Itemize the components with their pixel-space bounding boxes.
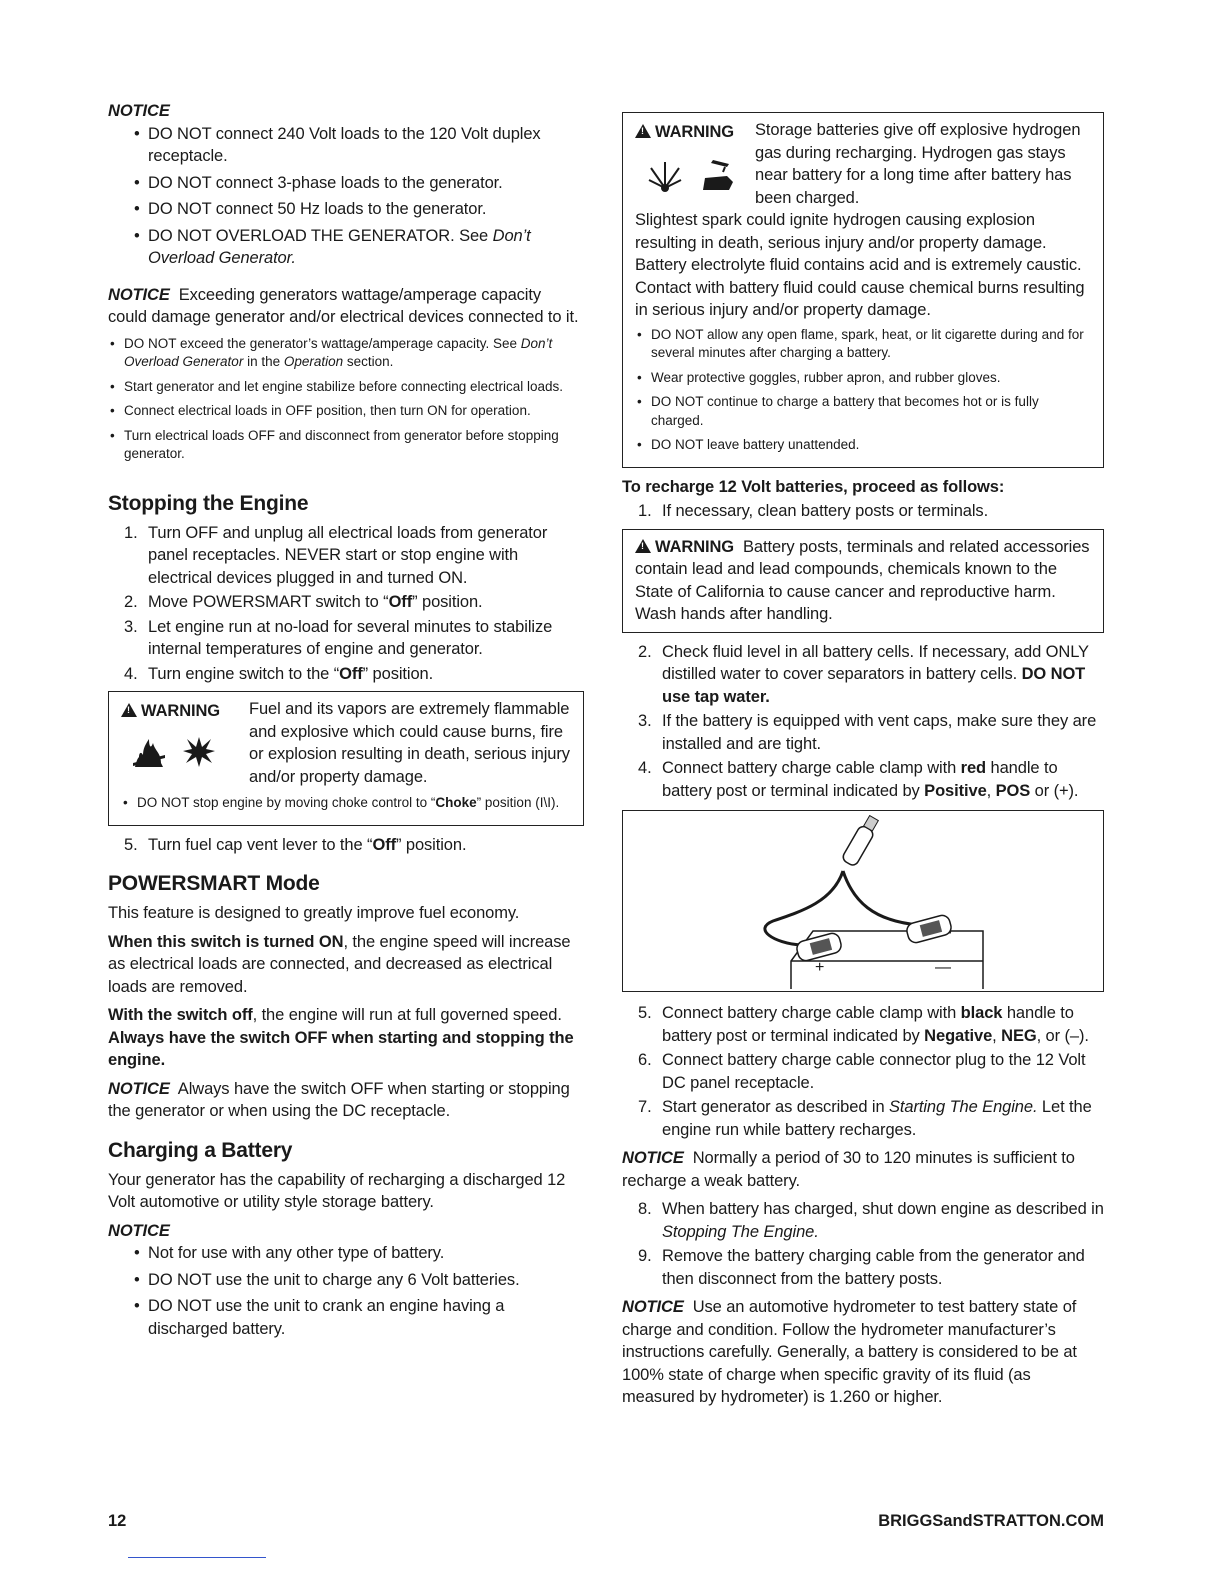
explosion-icon <box>181 733 217 769</box>
notice-paragraph: NOTICE Exceeding generators wattage/amperage capacity could damage generator and/or electrical devices connected to it. <box>108 285 579 326</box>
steps-list <box>622 641 1104 803</box>
warning-text: Fuel and its vapors are extremely flammable and explosive which could cause burns, fire or explosion resulting in death, serious injury and/or property damage. <box>249 700 570 786</box>
list-item: 2. Check fluid level in all battery cells. If necessary, add ONLY distilled water to cover separators in battery cells. DO NOT use tap water. <box>638 642 1089 706</box>
notice-list <box>108 335 584 464</box>
warning-label: WARNING <box>141 702 221 720</box>
steps-list <box>622 1198 1104 1290</box>
list-item: • Not for use with any other type of battery. <box>108 1242 584 1265</box>
warning-box <box>622 529 1104 633</box>
steps-list <box>622 1002 1104 1141</box>
list-item: 3. If the battery is equipped with vent caps, make sure they are installed and are tight. <box>638 712 1097 753</box>
warning-triangle-icon <box>635 124 651 138</box>
notice-label: NOTICE <box>108 102 170 120</box>
paragraph: This feature is designed to greatly improve fuel economy. <box>108 904 520 922</box>
steps-list <box>622 500 1104 523</box>
positive-terminal-label: + <box>815 959 825 976</box>
list-item: • DO NOT OVERLOAD THE GENERATOR. See Don’t Overload Generator. <box>108 225 584 270</box>
battery-charge-cable-diagram <box>622 810 1104 992</box>
negative-terminal-label: — <box>935 959 951 976</box>
list-item: • Wear protective goggles, rubber apron, and rubber gloves. <box>635 369 1093 388</box>
paragraph: Your generator has the capability of recharging a discharged 12 Volt automotive or utility style storage battery. <box>108 1170 566 1211</box>
warning-list <box>121 794 573 813</box>
list-item: • DO NOT use the unit to crank an engine having a discharged battery. <box>108 1295 584 1340</box>
warning-text: Storage batteries give off explosive hydrogen gas during recharging. Hydrogen gas stays near battery for a long time after battery has been charged. <box>755 121 1081 207</box>
list-item: 7. Start generator as described in Starting The Engine. Let the engine run while battery recharges. <box>638 1098 1092 1139</box>
warning-box <box>622 112 1104 468</box>
warning-label: WARNING <box>655 537 735 556</box>
list-item: 1. If necessary, clean battery posts or terminals. <box>638 502 989 520</box>
warning-text: Battery electrolyte fluid contains acid and is extremely caustic. Contact with battery fluid could cause chemical burns resulting in serious injury and/or property damage. <box>635 256 1085 319</box>
chemical-burn-icon <box>699 158 735 192</box>
spark-explosion-icon <box>647 158 683 192</box>
page-number: 12 <box>108 1512 127 1530</box>
notice-paragraph: NOTICE Always have the switch OFF when starting or stopping the generator or when using the DC receptacle. <box>108 1079 570 1120</box>
warning-box <box>108 691 584 826</box>
warning-triangle-icon <box>121 703 137 717</box>
notice-paragraph: NOTICE Normally a period of 30 to 120 minutes is sufficient to recharge a weak battery. <box>622 1149 1075 1190</box>
list-item: • Turn electrical loads OFF and disconnect from generator before stopping generator. <box>108 427 584 464</box>
list-item: • DO NOT connect 240 Volt loads to the 120 Volt duplex receptacle. <box>108 123 584 168</box>
list-item: 4. Connect battery charge cable clamp with red handle to battery post or terminal indicated by Positive, POS or (+). <box>638 759 1079 800</box>
sub-heading: To recharge 12 Volt batteries, proceed as follows: <box>622 477 1005 496</box>
list-item: 8. When battery has charged, shut down engine as described in Stopping The Engine. <box>638 1200 1104 1241</box>
steps-list <box>108 522 584 686</box>
cross-reference: Don’t Overload Generator. <box>148 226 531 267</box>
warning-label: WARNING <box>655 123 735 141</box>
list-item: • DO NOT leave battery unattended. <box>635 436 1093 455</box>
battery-cable-illustration <box>623 811 1101 989</box>
paragraph: With the switch off, the engine will run at full governed speed. Always have the switch OFF when starting and stopping the engine. <box>108 1006 574 1069</box>
notice-list <box>108 123 584 270</box>
left-column <box>108 100 584 1348</box>
warning-icons <box>121 698 237 788</box>
section-heading: Charging a Battery <box>108 1138 293 1162</box>
list-item: • DO NOT use the unit to charge any 6 Volt batteries. <box>108 1269 584 1292</box>
notice-paragraph: NOTICE Use an automotive hydrometer to test battery state of charge and condition. Follow the hydrometer manufacturer’s instructions carefully. Generally, a battery is considered to be at 100% state of charge when specific gravity of its fluid (as measured by hydrometer) is 1.260 or higher. <box>622 1298 1077 1406</box>
list-item: • DO NOT connect 50 Hz loads to the generator. <box>108 198 584 221</box>
list-item: 4. Turn engine switch to the “Off” position. <box>124 664 434 683</box>
fire-icon <box>131 733 167 769</box>
warning-list <box>635 326 1093 455</box>
list-item: • Start generator and let engine stabilize before connecting electrical loads. <box>108 378 584 397</box>
warning-text: Battery posts, terminals and related accessories contain lead and lead compounds, chemicals known to the State of California to cause cancer and reproductive harm. Wash hands after handling. <box>635 537 1090 623</box>
section-heading: POWERSMART Mode <box>108 872 320 895</box>
choke-symbol-icon: I\I <box>539 795 551 810</box>
list-item: • DO NOT exceed the generator’s wattage/amperage capacity. See Don’t Overload Generator in the Operation section. <box>108 335 584 372</box>
website-link[interactable]: BRIGGSandSTRATTON.COM <box>878 1512 1104 1530</box>
right-column <box>622 112 1104 1415</box>
list-item: 6. Connect battery charge cable connector plug to the 12 Volt DC panel receptacle. <box>638 1051 1086 1092</box>
list-item: 1. Turn OFF and unplug all electrical loads from generator panel receptacles. NEVER start or stop engine with electrical devices plugged in and turned ON. <box>124 523 548 587</box>
warning-text: Slightest spark could ignite hydrogen causing explosion resulting in death, serious injury and/or property damage. <box>635 211 1047 252</box>
list-item: 9. Remove the battery charging cable from the generator and then disconnect from the battery posts. <box>638 1247 1085 1288</box>
list-item: • Connect electrical loads in OFF position, then turn ON for operation. <box>108 402 584 421</box>
steps-list <box>108 834 584 857</box>
list-item: • DO NOT stop engine by moving choke control to “Choke” position (I\I). <box>121 794 573 813</box>
list-item: • DO NOT continue to charge a battery that becomes hot or is fully charged. <box>635 393 1093 430</box>
warning-triangle-icon <box>635 539 651 553</box>
list-item: 3. Let engine run at no-load for several minutes to stabilize internal temperatures of engine and generator. <box>124 617 553 658</box>
list-item: 5. Connect battery charge cable clamp with black handle to battery post or terminal indicated by Negative, NEG, or (–). <box>638 1004 1089 1045</box>
notice-list <box>108 1242 584 1340</box>
list-item: 2. Move POWERSMART switch to “Off” position. <box>124 593 483 611</box>
paragraph: When this switch is turned ON, the engine speed will increase as electrical loads are connected, and decreased as electrical loads are removed. <box>108 932 571 996</box>
notice-label: NOTICE <box>108 1221 170 1240</box>
section-heading: Stopping the Engine <box>108 491 309 515</box>
list-item: • DO NOT allow any open flame, spark, heat, or lit cigarette during and for several minutes after charging a battery. <box>635 326 1093 363</box>
divider <box>128 1557 266 1558</box>
list-item: 5. Turn fuel cap vent lever to the “Off” position. <box>124 835 467 854</box>
list-item: • DO NOT connect 3-phase loads to the generator. <box>108 172 584 195</box>
